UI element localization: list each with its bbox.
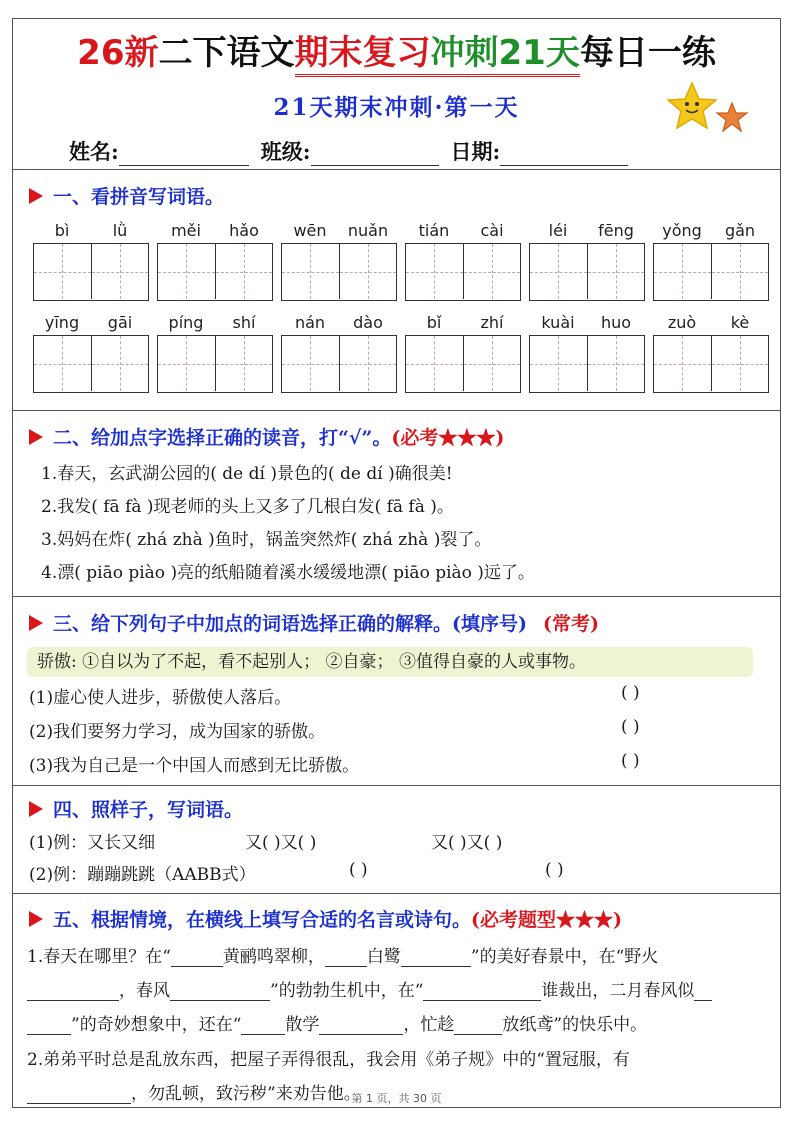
pinyin-syllable: yīng — [44, 313, 80, 332]
section-marker-icon — [29, 911, 43, 927]
example-4-1: (1)例：又长又细 — [29, 833, 156, 853]
section-4-title: 四、照样子，写词语。 — [29, 795, 243, 822]
stars-decoration-icon — [662, 79, 752, 139]
word-group — [405, 313, 521, 393]
pinyin-syllable: fēng — [598, 221, 634, 240]
word-group — [33, 313, 149, 393]
tian-grid-cell[interactable] — [711, 244, 768, 299]
tian-grid-cell[interactable] — [406, 336, 463, 391]
student-info-row — [69, 136, 640, 166]
pinyin-syllable: tián — [418, 221, 450, 240]
title-part-4: 冲刺21天 — [431, 25, 580, 77]
answer-blank-4-1a[interactable]: 又( )又( ) — [245, 833, 317, 853]
pinyin-pair — [281, 221, 397, 243]
divider — [13, 410, 780, 411]
tian-grid-cell[interactable] — [587, 244, 644, 299]
pinyin-syllable: bì — [54, 221, 70, 240]
writing-boxes — [281, 335, 397, 393]
pinyin-syllable: huo — [600, 313, 632, 332]
pinyin-syllable: gǎn — [724, 221, 756, 240]
pinyin-syllable: shí — [232, 313, 256, 332]
section-2-title: 二、给加点字选择正确的读音，打“√”。 (必考★★★) — [29, 423, 504, 450]
page-title — [13, 25, 780, 77]
section-5-tag: (必考题型★★★) — [471, 909, 622, 931]
pinyin-pair — [653, 313, 769, 335]
tian-grid-cell[interactable] — [34, 244, 91, 299]
question-5-1-line-2: ，春风 ”的勃勃生机中，在“ 谁裁出，二月春风似 — [27, 976, 712, 1001]
pinyin-syllable: měi — [171, 221, 201, 240]
pinyin-pair — [653, 221, 769, 243]
writing-boxes — [653, 243, 769, 301]
answer-blank-3-1[interactable]: ( ) — [621, 683, 640, 703]
fill-blank[interactable] — [694, 983, 712, 1001]
pinyin-syllable: píng — [168, 313, 204, 332]
pinyin-syllable: wēn — [293, 221, 327, 240]
writing-boxes — [529, 335, 645, 393]
question-3-2: (2)我们要努力学习，成为国家的骄傲。 — [29, 722, 326, 742]
answer-blank-3-3[interactable]: ( ) — [621, 751, 640, 771]
question-3-3: (3)我为自己是一个中国人而感到无比骄傲。 — [29, 756, 360, 776]
divider — [13, 785, 780, 786]
answer-blank-4-2a[interactable]: ( ) — [349, 860, 368, 880]
tian-grid-cell[interactable] — [215, 336, 272, 391]
name-field[interactable] — [119, 144, 249, 166]
answer-blank-4-1b[interactable]: 又( )又( ) — [431, 833, 503, 853]
pinyin-syllable: kuài — [541, 313, 575, 332]
word-group — [157, 313, 273, 393]
word-group — [281, 221, 397, 301]
date-field[interactable] — [500, 144, 628, 166]
pinyin-syllable: nán — [294, 313, 326, 332]
pinyin-row-2 — [33, 313, 773, 393]
pinyin-syllable: cài — [480, 221, 504, 240]
section-5-title: 五、根据情境，在横线上填写合适的名言或诗句。 (必考题型★★★) — [29, 905, 622, 932]
tian-grid-cell[interactable] — [339, 336, 396, 391]
fill-blank[interactable] — [27, 1017, 71, 1035]
tian-grid-cell[interactable] — [587, 336, 644, 391]
tian-grid-cell[interactable] — [282, 336, 339, 391]
title-part-5: 每日一练 — [579, 33, 716, 73]
word-group — [157, 221, 273, 301]
writing-boxes — [653, 335, 769, 393]
writing-boxes — [405, 335, 521, 393]
pinyin-pair — [281, 313, 397, 335]
title-part-1: 26新 — [77, 33, 159, 73]
question-2-2: 2.我发( fā fà )现老师的头上又多了几根白发( fā fà )。 — [41, 497, 454, 517]
section-marker-icon — [29, 188, 43, 204]
tian-grid-cell[interactable] — [463, 336, 520, 391]
pinyin-pair — [405, 221, 521, 243]
section-3-tag: (常考) — [542, 613, 599, 635]
question-5-1-line-1: 1.春天在哪里？在“ 黄鹂鸣翠柳， 白鹭 ”的美好春景中，在“野火 — [27, 947, 659, 967]
tian-grid-cell[interactable] — [530, 336, 587, 391]
question-5-2-line-1: 2.弟弟平时总是乱放东西，把屋子弄得很乱，我会用《弟子规》中的“置冠服，有 — [27, 1050, 630, 1070]
pinyin-syllable: nuǎn — [347, 221, 389, 240]
tian-grid-cell[interactable] — [34, 336, 91, 391]
class-label: 班级: — [260, 139, 311, 164]
fill-blank[interactable] — [27, 983, 119, 1001]
word-group — [529, 221, 645, 301]
tian-grid-cell[interactable] — [654, 244, 711, 299]
word-group — [653, 313, 769, 393]
fill-blank[interactable] — [325, 949, 367, 967]
pinyin-pair — [33, 313, 149, 335]
subtitle: 21天期末冲刺·第一天 — [273, 94, 520, 121]
word-group — [281, 313, 397, 393]
writing-boxes — [33, 243, 149, 301]
tian-grid-cell[interactable] — [158, 244, 215, 299]
fill-blank[interactable] — [401, 949, 471, 967]
worksheet — [12, 18, 781, 1108]
fill-blank[interactable] — [454, 1017, 502, 1035]
pinyin-row-1 — [33, 221, 773, 301]
pinyin-syllable: bǐ — [426, 313, 442, 332]
definition-box: 骄傲: ①自以为了不起，看不起别人； ②自豪； ③值得自豪的人或事物。 — [27, 647, 753, 677]
tian-grid-cell[interactable] — [91, 244, 148, 299]
tian-grid-cell[interactable] — [215, 244, 272, 299]
writing-boxes — [33, 335, 149, 393]
pinyin-syllable: zhí — [480, 313, 504, 332]
tian-grid-cell[interactable] — [91, 336, 148, 391]
question-5-1-line-3: ”的奇妙想象中，还在“ 散学 ，忙趁 放纸鸢”的快乐中。 — [27, 1010, 647, 1035]
pinyin-pair — [157, 221, 273, 243]
section-marker-icon — [29, 429, 43, 445]
word-group — [529, 313, 645, 393]
pinyin-syllable: dào — [353, 313, 383, 332]
writing-boxes — [529, 243, 645, 301]
writing-boxes — [405, 243, 521, 301]
fill-blank[interactable] — [171, 949, 223, 967]
question-3-1: (1)虚心使人进步，骄傲使人落后。 — [29, 688, 292, 708]
date-label: 日期: — [450, 139, 501, 164]
tian-grid-cell[interactable] — [463, 244, 520, 299]
pinyin-syllable: lǜ — [112, 221, 128, 240]
pinyin-syllable: gāi — [107, 313, 133, 332]
pinyin-pair — [33, 221, 149, 243]
tian-grid-cell[interactable] — [406, 244, 463, 299]
class-field[interactable] — [311, 144, 439, 166]
fill-blank[interactable] — [170, 983, 270, 1001]
tian-grid-cell[interactable] — [282, 244, 339, 299]
pinyin-pair — [157, 313, 273, 335]
example-4-2: (2)例：蹦蹦跳跳（AABB式） — [29, 865, 256, 885]
divider — [13, 169, 780, 170]
pinyin-syllable: yǒng — [662, 221, 702, 240]
title-part-3: 期末复习 — [295, 25, 431, 77]
section-3-title: 三、给下列句子中加点的词语选择正确的解释。(填序号) (常考) — [29, 609, 599, 636]
fill-blank[interactable] — [241, 1017, 285, 1035]
section-1-title: 一、看拼音写词语。 — [29, 182, 224, 209]
tian-grid-cell[interactable] — [158, 336, 215, 391]
divider — [13, 893, 780, 894]
answer-blank-4-2b[interactable]: ( ) — [545, 860, 564, 880]
tian-grid-cell[interactable] — [530, 244, 587, 299]
pinyin-pair — [529, 313, 645, 335]
tian-grid-cell[interactable] — [711, 336, 768, 391]
word-group — [33, 221, 149, 301]
word-group — [653, 221, 769, 301]
pinyin-pair — [405, 313, 521, 335]
title-part-2: 二下语文 — [158, 33, 295, 73]
pinyin-syllable: hǎo — [229, 221, 259, 240]
question-2-4: 4.漂( piāo piào )亮的纸船随着溪水缓缓地漂( piāo piào )远了。 — [41, 563, 535, 583]
question-2-3: 3.妈妈在炸( zhá zhà )鱼时，锅盖突然炸( zhá zhà )裂了。 — [41, 530, 492, 550]
section-marker-icon — [29, 801, 43, 817]
pinyin-pair — [529, 221, 645, 243]
tian-grid-cell[interactable] — [339, 244, 396, 299]
question-2-1: 1.春天，玄武湖公园的( de dí )景色的( de dí )确很美! — [41, 464, 453, 484]
tian-grid-cell[interactable] — [654, 336, 711, 391]
fill-blank[interactable] — [423, 983, 541, 1001]
answer-blank-3-2[interactable]: ( ) — [621, 717, 640, 737]
question-5-2-line-2: ，勿乱顿，致污秽”来劝告他。 — [27, 1079, 361, 1104]
writing-boxes — [157, 335, 273, 393]
divider — [13, 596, 780, 597]
pinyin-syllable: zuò — [667, 313, 697, 332]
writing-boxes — [157, 243, 273, 301]
word-group — [405, 221, 521, 301]
pinyin-syllable: léi — [548, 221, 568, 240]
fill-blank[interactable] — [319, 1017, 403, 1035]
name-label: 姓名: — [69, 139, 119, 164]
section-2-tag: (必考★★★) — [391, 427, 505, 449]
pinyin-syllable: kè — [730, 313, 750, 332]
page-footer: 第 1 页，共 30 页 — [351, 1092, 442, 1105]
section-marker-icon — [29, 615, 43, 631]
writing-boxes — [281, 243, 397, 301]
